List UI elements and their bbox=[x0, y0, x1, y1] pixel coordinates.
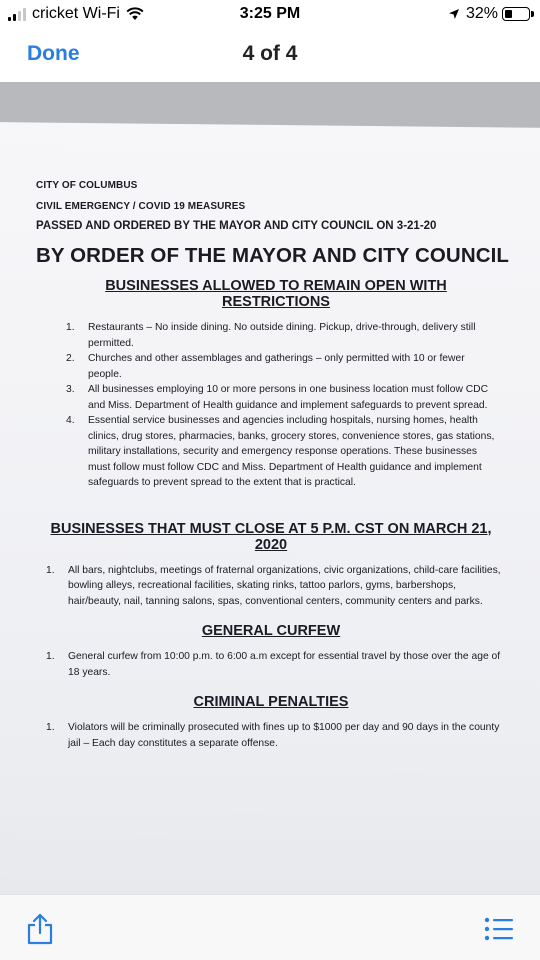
section-heading: BUSINESSES ALLOWED TO REMAIN OPEN WITH RESTRICTIONS bbox=[105, 278, 447, 310]
section-general-curfew bbox=[36, 623, 506, 680]
done-button[interactable]: Done bbox=[27, 42, 80, 65]
doc-header-city: CITY OF COLUMBUS bbox=[36, 180, 138, 191]
list-item: 1. All bars, nightclubs, meetings of fraternal organizations, civic organizations, child-care facilities, bowling alleys, recreational facilities, skating rinks, tattoo parlors, gyms, barbershops, hair/beauty, nail, tanning salons, spas, conventional centers, community centers and parks. bbox=[46, 564, 501, 607]
list-item: 3. All businesses employing 10 or more persons in one business location must follow CDC and Miss. Department of Health guidance and implement safeguards to prevent spread. bbox=[66, 384, 489, 411]
doc-header-passed: PASSED AND ORDERED BY THE MAYOR AND CITY COUNCIL ON 3-21-20 bbox=[36, 220, 437, 232]
section-heading: BUSINESSES THAT MUST CLOSE AT 5 P.M. CST ON MARCH 21, 2020 bbox=[50, 520, 492, 553]
doc-header-measures: CIVIL EMERGENCY / COVID 19 MEASURES bbox=[36, 201, 246, 212]
document-content bbox=[36, 180, 526, 751]
section-list bbox=[36, 720, 506, 751]
document-photo[interactable] bbox=[0, 82, 540, 894]
list-item: 4. Essential service businesses and agencies including hospitals, nursing homes, health clinics, drug stores, pharmacies, banks, grocery stores, convenience stores, gas stations, military installations, security and emergency response operations. These businesses must follow must follow CDC and Miss. Department of Health guidance and implement safeguards to prevent spread to the extent that is practical. bbox=[66, 415, 495, 488]
status-time: 3:25 PM bbox=[239, 5, 301, 22]
battery-percent: 32% bbox=[465, 5, 498, 22]
battery-level-fill bbox=[505, 10, 512, 18]
battery-icon bbox=[502, 7, 530, 21]
list-item: 1. General curfew from 10:00 p.m. to 6:00 a.m except for essential travel by those over the age of 18 years. bbox=[46, 651, 501, 678]
section-list bbox=[36, 649, 506, 680]
list-item: 1. Violators will be criminally prosecuted with fines up to $1000 per day and 90 days in the county jail – Each day constitutes a separate offense. bbox=[46, 722, 500, 749]
status-right bbox=[448, 5, 530, 23]
section-must-close bbox=[36, 521, 506, 610]
section-list bbox=[36, 563, 506, 610]
page-counter: 4 of 4 bbox=[242, 42, 298, 65]
location-arrow-icon bbox=[448, 8, 460, 20]
section-open-with-restrictions bbox=[56, 278, 496, 491]
nav-bar bbox=[0, 30, 540, 82]
list-item: 1. Restaurants – No inside dining. No outside dining. Pickup, drive-through, delivery still permitted. bbox=[66, 322, 476, 349]
share-icon[interactable] bbox=[26, 913, 54, 945]
status-bar bbox=[0, 0, 540, 30]
section-criminal-penalties bbox=[36, 694, 506, 751]
bottom-toolbar bbox=[0, 894, 540, 960]
doc-title: BY ORDER OF THE MAYOR AND CITY COUNCIL bbox=[36, 244, 510, 267]
section-list bbox=[56, 320, 496, 491]
section-heading: CRIMINAL PENALTIES bbox=[193, 694, 349, 710]
list-icon[interactable] bbox=[484, 917, 514, 941]
section-heading: GENERAL CURFEW bbox=[201, 623, 341, 639]
carrier-label: cricket Wi-Fi bbox=[32, 5, 120, 22]
list-item: 2. Churches and other assemblages and gatherings – only permitted with 10 or fewer people. bbox=[66, 353, 465, 380]
